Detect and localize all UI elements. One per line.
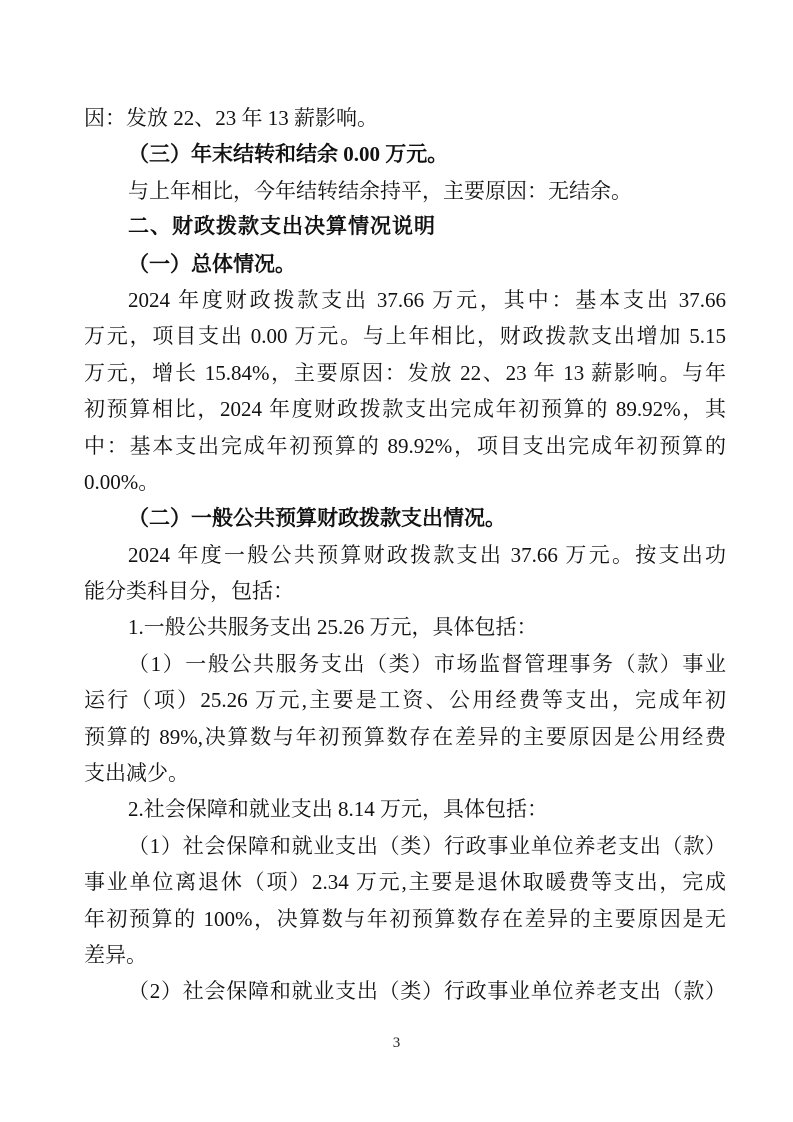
text-line: 事业单位离退休（项）2.34 万元,主要是退休取暖费等支出，完成 [84,870,726,895]
text-line: 2.社会保障和就业支出 8.14 万元，具体包括： [128,797,548,822]
text-line: 2024 年度一般公共预算财政拨款支出 37.66 万元。按支出功 [128,542,726,567]
text-line: 初预算相比，2024 年度财政拨款支出完成年初预算的 89.92%，其 [84,397,726,422]
text-line: 预算的 89%,决算数与年初预算数存在差异的主要原因是公用经费 [84,724,726,749]
text-line: 0.00%。 [84,469,160,494]
text-line: 万元，增长 15.84%，主要原因：发放 22、23 年 13 薪影响。与年 [84,360,726,385]
text-line: 2024 年度财政拨款支出 37.66 万元，其中：基本支出 37.66 [128,287,726,312]
text-line: 年初预算的 100%，决算数与年初预算数存在差异的主要原因是无 [84,906,726,931]
subsection-heading: （一）总体情况。 [128,251,296,276]
document-body [84,100,726,1010]
subsection-heading: （三）年末结转和结余 0.00 万元。 [128,142,449,167]
text-line: 1.一般公共服务支出 25.26 万元，具体包括： [128,615,538,640]
text-line: 支出减少。 [84,761,189,786]
text-line: 万元，项目支出 0.00 万元。与上年相比，财政拨款支出增加 5.15 [84,324,726,349]
text-line: 因：发放 22、23 年 13 薪影响。 [84,106,378,130]
subsection-heading: （二）一般公共预算财政拨款支出情况。 [128,506,506,531]
text-line: 能分类科目分，包括： [84,579,294,604]
page-number: 3 [392,1035,401,1051]
text-line: 与上年相比，今年结转结余持平，主要原因：无结余。 [128,178,632,203]
text-line: 中：基本支出完成年初预算的 89.92%，项目支出完成年初预算的 [84,433,726,458]
section-heading: 二、财政拨款支出决算情况说明 [128,215,436,239]
text-line: （1）一般公共服务支出（类）市场监督管理事务（款）事业 [128,651,726,676]
text-line: （2）社会保障和就业支出（类）行政事业单位养老支出（款） [128,979,726,1004]
text-line: （1）社会保障和就业支出（类）行政事业单位养老支出（款） [128,833,726,858]
text-line: 差异。 [84,942,147,967]
text-line: 运行（项）25.26 万元,主要是工资、公用经费等支出，完成年初 [84,688,726,713]
